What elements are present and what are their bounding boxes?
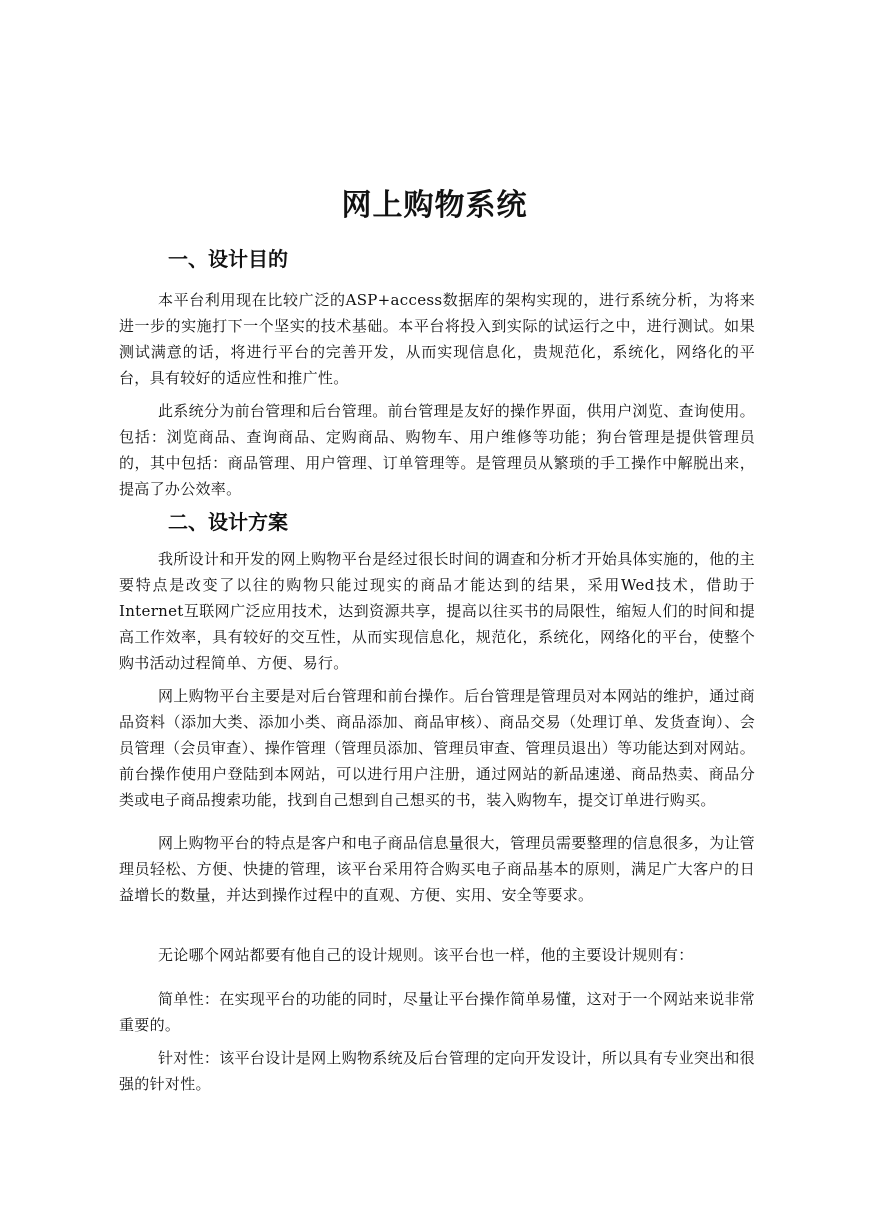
paragraph: 简单性：在实现平台的功能的同时，尽量让平台操作简单易懂，这对于一个网站来说非常重要的。 (119, 990, 755, 1034)
section-heading-design-goal: 一、设计目的 (168, 247, 288, 271)
paragraph: 网上购物平台主要是对后台管理和前台操作。后台管理是管理员对本网站的维护，通过商品资料（添加大类、添加小类、商品添加、商品审核）、商品交易（处理订单、发货查询）、会员管理（会员审查）、操作管理（管理员添加、管理员审查、管理员退出）等功能达到对网站。前台操作使用户登陆到本网站，可以进行用户注册，通过网站的新品速递、商品热卖、商品分类或电子商品搜索功能，找到自己想到自己想买的书，装入购物车，提交订单进行购买。 (119, 687, 755, 809)
paragraph: 本平台利用现在比较广泛的ASP+access数据库的架构实现的，进行系统分析，为将来进一步的实施打下一个坚实的技术基础。本平台将投入到实际的试运行之中，进行测试。如果测试满意的话，将进行平台的完善开发，从而实现信息化，贵规范化，系统化，网络化的平台，具有较好的适应性和推广性。 (119, 291, 755, 387)
document-title: 网上购物系统 (341, 188, 528, 223)
section-heading-design-plan: 二、设计方案 (168, 510, 288, 534)
paragraph: 我所设计和开发的网上购物平台是经过很长时间的调查和分析才开始具体实施的，他的主要特点是改变了以往的购物只能过现实的商品才能达到的结果，采用Wed技术，借助于Internet互联网广泛应用技术，达到资源共享，提高以往买书的局限性，缩短人们的时间和提高工作效率，具有较好的交互性，从而实现信息化，规范化，系统化，网络化的平台，使整个购书活动过程简单、方便、易行。 (119, 550, 755, 672)
paragraph: 此系统分为前台管理和后台管理。前台管理是友好的操作界面，供用户浏览、查询使用。包括：浏览商品、查询商品、定购商品、购物车、用户维修等功能；狗台管理是提供管理员的，其中包括：商品管理、用户管理、订单管理等。是管理员从繁琐的手工操作中解脱出来，提高了办公效率。 (119, 402, 755, 498)
paragraph: 网上购物平台的特点是客户和电子商品信息量很大，管理员需要整理的信息很多，为让管理员轻松、方便、快捷的管理，该平台采用符合购买电子商品基本的原则，满足广大客户的日益增长的数量，并达到操作过程中的直观、方便、实用、安全等要求。 (119, 834, 755, 904)
paragraph: 无论哪个网站都要有他自己的设计规则。该平台也一样，他的主要设计规则有： (158, 946, 694, 964)
paragraph: 针对性：该平台设计是网上购物系统及后台管理的定向开发设计，所以具有专业突出和很强的针对性。 (119, 1049, 755, 1093)
